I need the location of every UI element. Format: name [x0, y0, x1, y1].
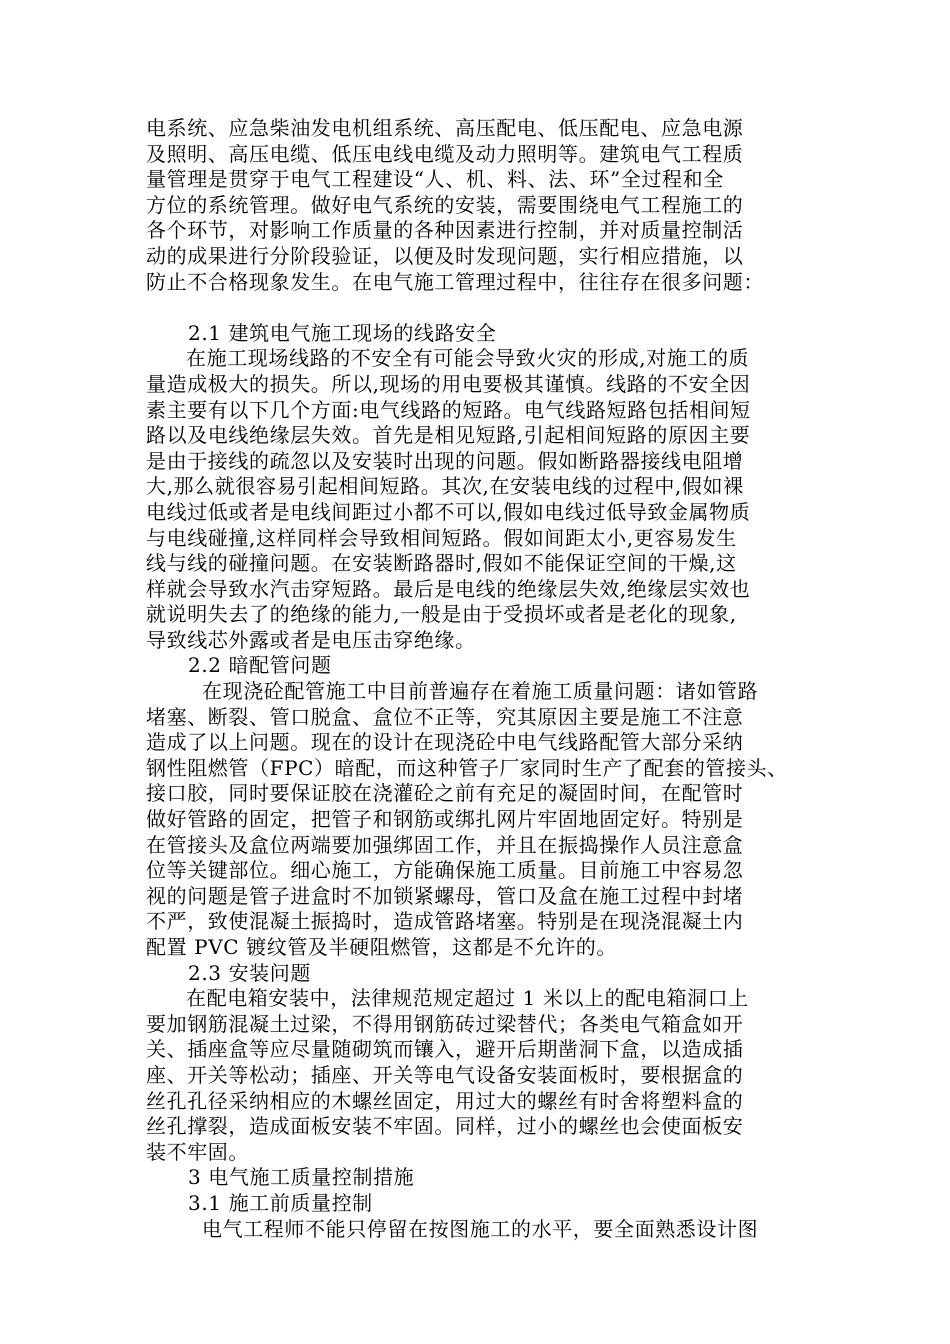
section-heading: 2.2 暗配管问题 [188, 653, 332, 678]
text-line: 电气工程师不能只停留在按图施工的水平，要全面熟悉设计图 [202, 1216, 759, 1241]
section-3 [146, 1165, 826, 1191]
section-2-1 [146, 321, 826, 654]
text-line: 接口胶，同时要保证胶在浇灌砼之前有充足的凝固时间，在配管时 [146, 781, 744, 806]
text-line: 动的成果进行分阶段验证，以便及时发现问题，实行相应措施，以 [146, 243, 744, 268]
text-line: 堵塞、断裂、管口脱盒、盒位不正等，究其原因主要是施工不注意 [146, 704, 744, 729]
text-line: 样就会导致水汽击穿短路。最后是电线的绝缘层失效,绝缘层实效也 [146, 576, 751, 601]
text-line: 在现浇砼配管施工中目前普遍存在着施工质量问题：诸如管路 [202, 679, 759, 704]
text-line: 量造成极大的损失。所以,现场的用电要极其谨慎。线路的不安全因 [146, 371, 751, 396]
section-heading: 2.1 建筑电气施工现场的线路安全 [188, 320, 497, 345]
text-line: 在管接头及盒位两端要加强绑固工作，并且在振捣操作人员注意盒 [146, 832, 744, 857]
text-line: 钢性阻燃管（FPC）暗配，而这种管子厂家同时生产了配套的管接头、 [146, 755, 788, 780]
text-line: 配置 PVC 镀纹管及半硬阻燃管，这都是不允许的。 [146, 935, 617, 959]
spacer [146, 295, 826, 321]
text-line: 造成了以上问题。现在的设计在现浇砼中电气线路配管大部分采纳 [146, 730, 744, 755]
text-line: 量管理是贯穿于电气工程建设“人、机、料、法、环”全过程和全 [146, 167, 724, 192]
text-line: 防止不合格现象发生。在电气施工管理过程中，往往存在很多问题： [146, 269, 764, 294]
section-2-3 [146, 961, 826, 1166]
section-heading: 3 电气施工质量控制措施 [188, 1165, 415, 1190]
text-line: 各个环节，对影响工作质量的各种因素进行控制，并对质量控制活 [146, 218, 744, 243]
text-line: 丝孔撑裂，造成面板安装不牢固。同样，过小的螺丝也会使面板安 [146, 1114, 744, 1139]
text-line: 就说明失去了的绝缘的能力,一般是由于受损坏或者是老化的现象, [146, 602, 737, 627]
text-line: 在配电箱安装中，法律规范规定超过 1 米以上的配电箱洞口上 [186, 986, 749, 1011]
text-line: 在施工现场线路的不安全有可能会导致火灾的形成,对施工的质 [186, 346, 750, 371]
section-2-2 [146, 653, 826, 960]
document-page [146, 116, 826, 1242]
text-line: 及照明、高压电缆、低压电线电缆及动力照明等。建筑电气工程质 [146, 141, 744, 166]
text-line: 不严，致使混凝土振捣时，造成管路堵塞。特别是在现浇混凝土内 [146, 909, 744, 934]
text-line: 方位的系统管理。做好电气系统的安装，需要围绕电气工程施工的 [146, 192, 744, 217]
text-line: 素主要有以下几个方面:电气线路的短路。电气线路短路包括相间短 [146, 397, 751, 422]
text-line: 大,那么就很容易引起相间短路。其次,在安装电线的过程中,假如裸 [146, 474, 744, 499]
text-line: 座、开关等松动；插座、开关等电气设备安装面板时，要根据盒的 [146, 1062, 744, 1087]
text-line: 关、插座盒等应尽量随砌筑而镶入，避开后期凿洞下盒，以造成插 [146, 1037, 744, 1062]
text-line: 装不牢固。 [146, 1139, 249, 1164]
text-line: 电系统、应急柴油发电机组系统、高压配电、低压配电、应急电源 [146, 116, 744, 140]
section-heading: 3.1 施工前质量控制 [188, 1190, 373, 1215]
text-line: 做好管路的固定，把管子和钢筋或绑扎网片牢固地固定好。特别是 [146, 807, 744, 832]
section-3-1 [146, 1191, 826, 1242]
text-line: 与电线碰撞,这样同样会导致相间短路。假如间距太小,更容易发生 [146, 525, 737, 550]
text-line: 电线过低或者是电线间距过小都不可以,假如电线过低导致金属物质 [146, 499, 751, 524]
text-line: 丝孔孔径采纳相应的木螺丝固定，用过大的螺丝有时舍将塑料盒的 [146, 1088, 744, 1113]
text-line: 线与线的碰撞问题。在安装断路器时,假如不能保证空间的干燥,这 [146, 551, 737, 576]
text-line: 要加钢筋混凝土过梁，不得用钢筋砖过梁替代；各类电气箱盒如开 [146, 1011, 744, 1036]
text-line: 位等关键部位。细心施工，方能确保施工质量。目前施工中容易忽 [146, 858, 744, 883]
text-line: 导致线芯外露或者是电压击穿绝缘。 [146, 627, 476, 652]
section-heading: 2.3 安装问题 [188, 960, 311, 985]
text-line: 路以及电线绝缘层失效。首先是相见短路,引起相间短路的原因主要 [146, 423, 751, 448]
intro-paragraph [146, 116, 826, 295]
text-line: 视的问题是管子进盒时不加锁紧螺母，管口及盒在施工过程中封堵 [146, 883, 744, 908]
text-line: 是由于接线的疏忽以及安装时出现的问题。假如断路器接线电阻增 [146, 448, 744, 473]
